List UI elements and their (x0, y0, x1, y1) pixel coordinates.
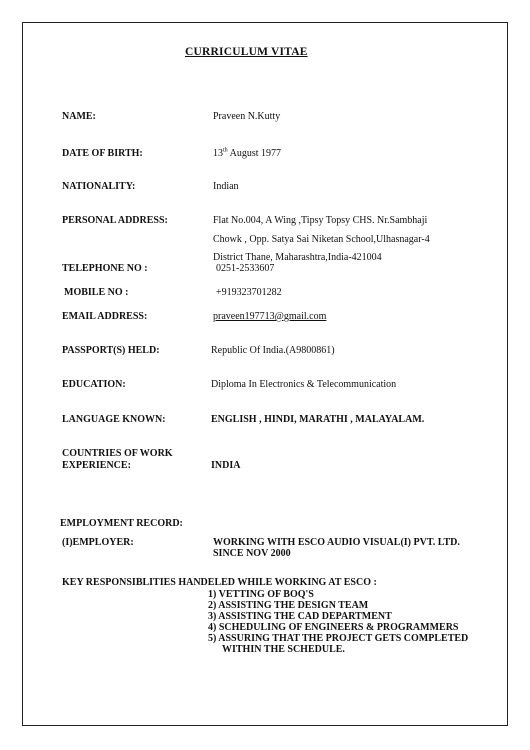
list-item: 2) ASSISTING THE DESIGN TEAM (208, 600, 369, 611)
address-line-3: District Thane, Maharashtra,India-421004 (213, 252, 382, 263)
telephone-value: 0251-2533607 (216, 263, 275, 274)
address-label: PERSONAL ADDRESS: (62, 215, 168, 226)
list-item: 1) VETTING OF BOQ'S (208, 589, 314, 600)
address-line-2: Chowk , Opp. Satya Sai Niketan School,Ulhasnagar-4 (213, 234, 430, 245)
dob-rest: August 1977 (227, 148, 282, 159)
mobile-label: MOBILE NO : (64, 287, 129, 298)
employer-label: (I)EMPLOYER: (62, 537, 134, 548)
email-label: EMAIL ADDRESS: (62, 311, 148, 322)
dob-value (213, 148, 281, 159)
passport-label: PASSPORT(S) HELD: (62, 345, 160, 356)
document-title: CURRICULUM VITAE (185, 46, 308, 58)
languages-value: ENGLISH , HINDI, MARATHI , MALAYALAM. (211, 414, 425, 425)
passport-value: Republic Of India.(A9800861) (211, 345, 335, 356)
languages-label: LANGUAGE KNOWN: (62, 414, 166, 425)
education-label: EDUCATION: (62, 379, 126, 390)
nationality-label: NATIONALITY: (62, 181, 136, 192)
employer-line-1: WORKING WITH ESCO AUDIO VISUAL(I) PVT. LTD. (213, 537, 460, 548)
responsibilities-heading: KEY RESPONSIBLITIES HANDELED WHILE WORKING AT ESCO : (62, 577, 377, 588)
education-value: Diploma In Electronics & Telecommunication (211, 379, 397, 390)
address-line-1: Flat No.004, A Wing ,Tipsy Topsy CHS. Nr.Sambhaji (213, 215, 428, 226)
list-item: WITHIN THE SCHEDULE. (222, 644, 345, 655)
responsibilities-list (208, 589, 468, 655)
dob-day: 13 (213, 148, 223, 159)
list-item: 5) ASSURING THAT THE PROJECT GETS COMPLETED (208, 633, 469, 644)
email-link[interactable]: praveen197713@gmail.com (213, 311, 327, 322)
dob-suffix: th (223, 147, 228, 154)
list-item: 4) SCHEDULING OF ENGINEERS & PROGRAMMERS (208, 622, 459, 633)
mobile-value: +919323701282 (216, 287, 282, 298)
countries-label-line-1: COUNTRIES OF WORK (62, 448, 173, 459)
nationality-value: Indian (213, 181, 239, 192)
telephone-label: TELEPHONE NO : (62, 263, 148, 274)
dob-label: DATE OF BIRTH: (62, 148, 143, 159)
name-value: Praveen N.Kutty (213, 111, 281, 122)
name-label: NAME: (62, 111, 96, 122)
countries-label-line-2: EXPERIENCE: (62, 460, 131, 471)
countries-value: INDIA (211, 460, 241, 471)
employer-line-2: SINCE NOV 2000 (213, 548, 291, 559)
list-item: 3) ASSISTING THE CAD DEPARTMENT (208, 611, 392, 622)
employment-heading: EMPLOYMENT RECORD: (60, 518, 183, 529)
